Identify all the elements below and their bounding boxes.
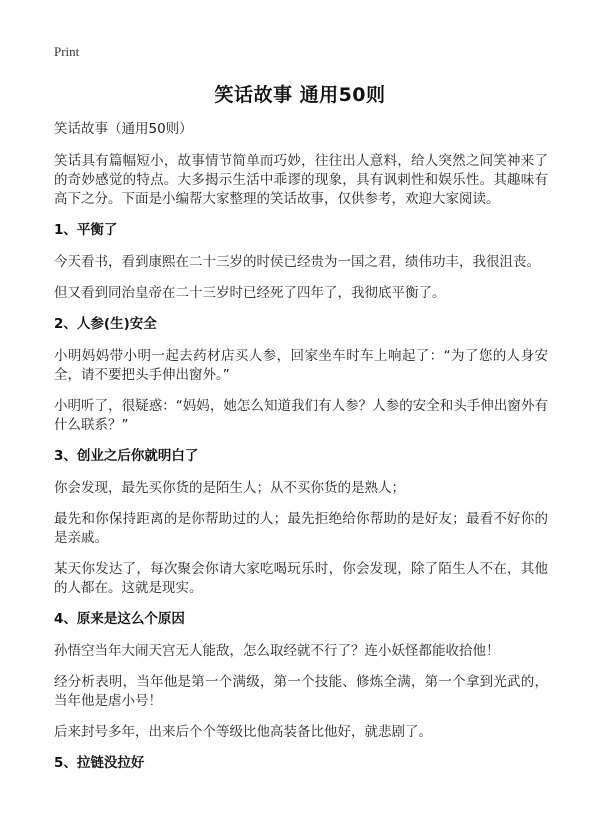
section-4-paragraph-2: 经分析表明，当年他是第一个满级，第一个技能、修炼全满，第一个拿到光武的，当年他是虐小号！	[54, 674, 548, 709]
section-3-paragraph-1: 你会发现，最先买你货的是陌生人；从不买你货的是熟人；	[54, 480, 405, 496]
intro-paragraph: 笑话具有篇幅短小，故事情节简单而巧妙，往往出人意料，给人突然之间笑神来了的奇妙感觉的特点。大多揭示生活中乖谬的现象，具有讽刺性和娱乐性。其趣味有高下之分。下面是小编帮大家整理的笑话故事，仅供参考，欢迎大家阅读。	[54, 153, 548, 207]
section-4-paragraph-1: 孙悟空当年大闹天宫无人能敌，怎么取经就不行了？连小妖怪都能收拾他！	[54, 643, 500, 659]
print-link[interactable]: Print	[54, 44, 80, 59]
article-body	[54, 120, 548, 786]
section-heading-1: 1、平衡了	[54, 222, 118, 238]
article-subtitle: 笑话故事（通用50则）	[54, 121, 193, 137]
section-heading-3: 3、创业之后你就明白了	[54, 448, 199, 464]
page-title: 笑话故事 通用50则	[214, 84, 386, 106]
section-heading-5: 5、拉链没拉好	[54, 755, 145, 771]
section-2-paragraph-2: 小明听了，很疑惑：“妈妈，她怎么知道我们有人参？人参的安全和头手伸出窗外有什么联系？”	[54, 398, 548, 433]
section-1-paragraph-1: 今天看书，看到康熙在二十三岁的时侯已经贵为一国之君，绩伟功丰，我很沮丧。	[54, 254, 540, 270]
section-3-paragraph-2: 最先和你保持距离的是你帮助过的人；最先拒绝给你帮助的是好友；最看不好你的是亲戚。	[54, 511, 548, 546]
section-1-paragraph-2: 但又看到同治皇帝在二十三岁时已经死了四年了，我彻底平衡了。	[54, 285, 446, 301]
section-heading-2: 2、人参(生)安全	[54, 316, 157, 332]
section-heading-4: 4、原来是这么个原因	[54, 611, 185, 627]
section-4-paragraph-3: 后来封号多年，出来后个个等级比他高装备比他好，就悲剧了。	[54, 724, 432, 740]
section-2-paragraph-1: 小明妈妈带小明一起去药材店买人参，回家坐车时车上响起了：“为了您的人身安全，请不要把头手伸出窗外。”	[54, 348, 548, 383]
section-3-paragraph-3: 某天你发达了，每次聚会你请大家吃喝玩乐时，你会发现，除了陌生人不在，其他的人都在。这就是现实。	[54, 561, 548, 596]
